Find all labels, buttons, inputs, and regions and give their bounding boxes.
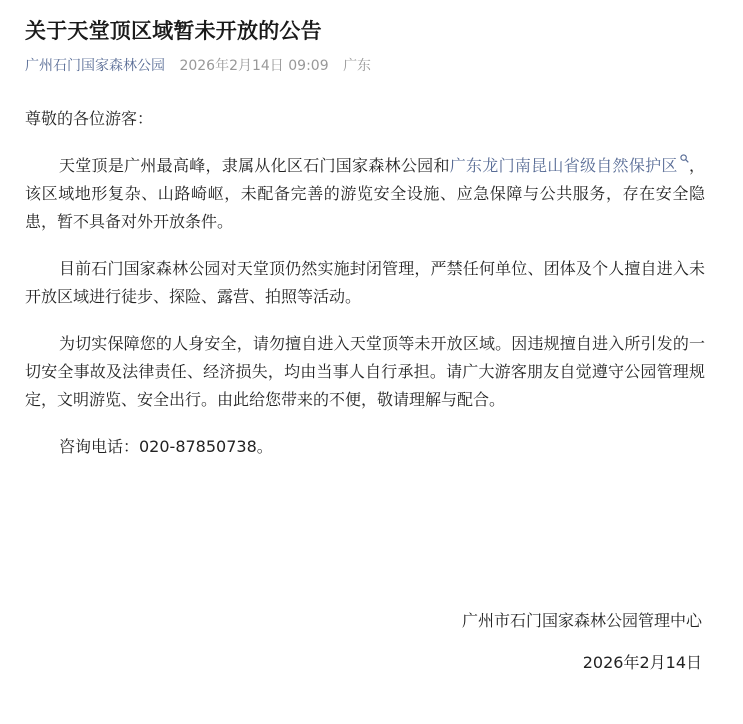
article-meta xyxy=(25,56,703,76)
paragraph-2: 目前石门国家森林公园对天堂顶仍然实施封闭管理，严禁任何单位、团体及个人擅自进入未开放区域进行徒步、探险、露营、拍照等活动。 xyxy=(25,259,705,306)
account-name-link[interactable]: 广州石门国家森林公园 xyxy=(25,58,165,74)
nature-reserve-link-text: 广东龙门南昆山省级自然保护区 xyxy=(449,156,678,175)
signature-date: 2026年2月14日 xyxy=(582,653,702,672)
signature xyxy=(302,607,702,677)
paragraph-1 xyxy=(25,152,705,236)
paragraph-1-text-before: 天堂顶是广州最高峰，隶属从化区石门国家森林公园和 xyxy=(59,156,450,175)
greeting: 尊敬的各位游客： xyxy=(25,109,154,128)
paragraph-3: 为切实保障您的人身安全，请勿擅自进入天堂顶等未开放区域。因违规擅自进入所引发的一切安全事故及法律责任、经济损失，均由当事人自行承担。请广大游客朋友自觉遵守公园管理规定，文明游览、安全出行。由此给您带来的不便，敬请理解与配合。 xyxy=(25,334,705,409)
contact-phone: 咨询电话：020-87850738。 xyxy=(59,437,273,456)
publish-location: 广东 xyxy=(343,58,372,74)
article-title: 关于天堂顶区域暂未开放的公告 xyxy=(25,19,322,43)
paragraph-1-text-after: ，该区域地形复杂、山路崎岖，未配备完善的游览安全设施、应急保障与公共服务，存在安全隐患，暂不具备对外开放条件。 xyxy=(25,156,705,231)
search-icon xyxy=(680,154,689,163)
signature-org: 广州市石门国家森林公园管理中心 xyxy=(461,611,702,630)
publish-time: 2026年2月14日 09:09 xyxy=(179,58,329,74)
article-content xyxy=(25,105,705,461)
nature-reserve-link[interactable] xyxy=(450,156,689,175)
